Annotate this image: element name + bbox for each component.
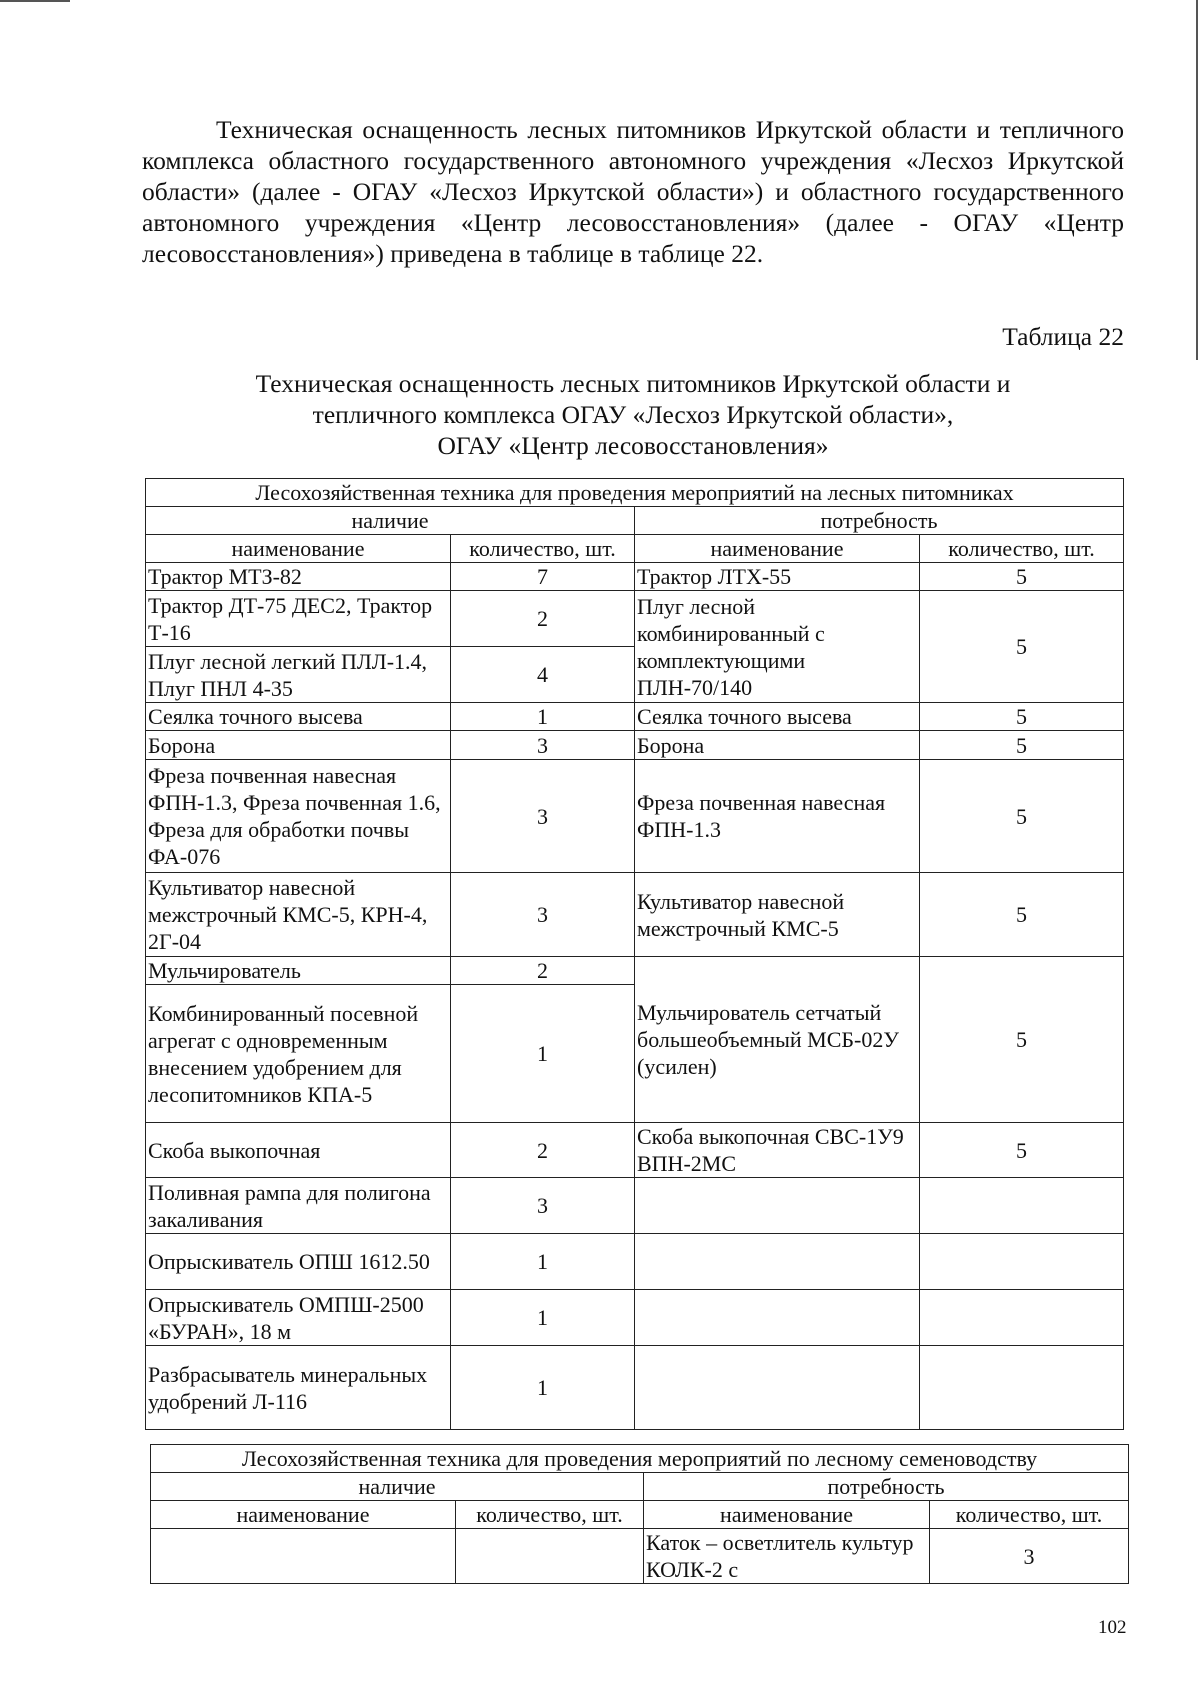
have-item-qty: 3	[451, 873, 635, 957]
table-row	[146, 957, 1124, 985]
have-item-name: Сеялка точного высева	[146, 703, 451, 731]
need-item-qty-empty	[920, 1346, 1124, 1430]
need-item-name-empty	[635, 1290, 920, 1346]
need-item-name-empty	[635, 1178, 920, 1234]
table-row	[146, 1234, 1124, 1290]
have-item-qty: 3	[451, 1178, 635, 1234]
have-item-qty: 1	[451, 1346, 635, 1430]
have-item-qty: 4	[451, 647, 635, 703]
need-item-name: Каток – осветлитель культур КОЛК-2 с	[644, 1529, 930, 1584]
have-item-name: Культиватор навесной межстрочный КМС-5, КРН-4, 2Г-04	[146, 873, 451, 957]
intro-paragraph: Техническая оснащенность лесных питомников Иркутской области и тепличного комплекса областного государственного автономного учреждения «Лесхоз Иркутской области» (далее - ОГАУ «Лесхоз Иркутской области») и областного государственного автономного учреждения «Центр лесовосстановления» (далее - ОГАУ «Центр лесовосстановления») приведена в таблице в таблице 22.	[142, 115, 1124, 268]
need-group-label: потребность	[635, 507, 1124, 535]
col-qty-have: количество, шт.	[451, 535, 635, 563]
table-row	[146, 563, 1124, 591]
have-item-qty: 2	[451, 957, 635, 985]
scan-edge-mark-top	[0, 0, 70, 2]
need-item-name: Культиватор навесной межстрочный КМС-5	[635, 873, 920, 957]
have-item-qty: 3	[451, 731, 635, 760]
need-item-qty-empty	[920, 1178, 1124, 1234]
section-title: Лесохозяйственная техника для проведения мероприятий по лесному семеноводству	[151, 1445, 1129, 1473]
have-item-qty: 2	[451, 591, 635, 647]
seed-production-equipment-table	[150, 1444, 1129, 1584]
need-item-name: Сеялка точного высева	[635, 703, 920, 731]
have-item-name: Поливная рампа для полигона закаливания	[146, 1178, 451, 1234]
page-number: 102	[1098, 1617, 1127, 1638]
have-item-name-empty	[151, 1529, 456, 1584]
need-item-qty: 5	[920, 957, 1124, 1123]
table-row	[146, 873, 1124, 957]
col-qty-need: количество, шт.	[920, 535, 1124, 563]
need-item-qty: 5	[920, 563, 1124, 591]
need-item-qty-empty	[920, 1290, 1124, 1346]
table-title-line-3: ОГАУ «Центр лесовосстановления»	[437, 431, 829, 460]
have-item-qty: 1	[451, 985, 635, 1123]
table-section-header-row	[151, 1445, 1129, 1473]
col-name-have: наименование	[146, 535, 451, 563]
col-qty-have: количество, шт.	[456, 1501, 644, 1529]
table-group-header-row	[151, 1473, 1129, 1501]
need-item-name: Фреза почвенная навесная ФПН-1.3	[635, 760, 920, 873]
table-row	[146, 1346, 1124, 1430]
have-item-name: Опрыскиватель ОПШ 1612.50	[146, 1234, 451, 1290]
have-item-qty: 1	[451, 703, 635, 731]
need-group-label: потребность	[644, 1473, 1129, 1501]
have-item-name: Борона	[146, 731, 451, 760]
need-item-qty: 5	[920, 591, 1124, 703]
col-qty-need: количество, шт.	[930, 1501, 1129, 1529]
need-item-name: Мульчирователь сетчатый большеобъемный МСБ-02У (усилен)	[635, 957, 920, 1123]
have-item-name: Фреза почвенная навесная ФПН-1.3, Фреза почвенная 1.6, Фреза для обработки почвы ФА-076	[146, 760, 451, 873]
table-column-header-row	[151, 1501, 1129, 1529]
table-title-line-1: Техническая оснащенность лесных питомников Иркутской области и	[255, 369, 1011, 398]
have-item-qty: 1	[451, 1290, 635, 1346]
scan-edge-mark-right	[1196, 0, 1198, 360]
have-item-qty-empty	[456, 1529, 644, 1584]
have-item-qty: 3	[451, 760, 635, 873]
table-row	[146, 1290, 1124, 1346]
have-item-name: Разбрасыватель минеральных удобрений Л-116	[146, 1346, 451, 1430]
have-group-label: наличие	[146, 507, 635, 535]
table-title	[142, 368, 1124, 461]
have-group-label: наличие	[151, 1473, 644, 1501]
table-row	[146, 591, 1124, 647]
have-item-qty: 1	[451, 1234, 635, 1290]
have-item-qty: 2	[451, 1123, 635, 1178]
need-item-name: Плуг лесной комбинированный с комплектующими ПЛН-70/140	[635, 591, 920, 703]
need-item-name-empty	[635, 1346, 920, 1430]
need-item-name-empty	[635, 1234, 920, 1290]
section-title: Лесохозяйственная техника для проведения мероприятий на лесных питомниках	[146, 479, 1124, 507]
table-row	[146, 760, 1124, 873]
need-item-qty: 5	[920, 703, 1124, 731]
have-item-name: Комбинированный посевной агрегат с одновременным внесением удобрением для лесопитомников КПА-5	[146, 985, 451, 1123]
have-item-name: Плуг лесной легкий ПЛЛ-1.4, Плуг ПНЛ 4-35	[146, 647, 451, 703]
nursery-equipment-table	[145, 478, 1124, 1430]
need-item-qty: 5	[920, 873, 1124, 957]
table-number: Таблица 22	[1002, 322, 1124, 351]
table-title-line-2: тепличного комплекса ОГАУ «Лесхоз Иркутской области»,	[312, 400, 954, 429]
table-row	[146, 703, 1124, 731]
table-group-header-row	[146, 507, 1124, 535]
have-item-name: Мульчирователь	[146, 957, 451, 985]
table-section-header-row	[146, 479, 1124, 507]
need-item-qty: 5	[920, 760, 1124, 873]
table-row	[151, 1529, 1129, 1584]
col-name-have: наименование	[151, 1501, 456, 1529]
col-name-need: наименование	[644, 1501, 930, 1529]
col-name-need: наименование	[635, 535, 920, 563]
have-item-name: Трактор МТЗ-82	[146, 563, 451, 591]
have-item-qty: 7	[451, 563, 635, 591]
table-row	[146, 1123, 1124, 1178]
need-item-qty-empty	[920, 1234, 1124, 1290]
need-item-name: Борона	[635, 731, 920, 760]
need-item-qty: 5	[920, 1123, 1124, 1178]
table-row	[146, 731, 1124, 760]
need-item-name: Скоба выкопочная СВС-1У9 ВПН-2МС	[635, 1123, 920, 1178]
have-item-name: Скоба выкопочная	[146, 1123, 451, 1178]
table-row	[146, 1178, 1124, 1234]
have-item-name: Трактор ДТ-75 ДЕС2, Трактор Т-16	[146, 591, 451, 647]
need-item-name: Трактор ЛТХ-55	[635, 563, 920, 591]
table-column-header-row	[146, 535, 1124, 563]
need-item-qty: 3	[930, 1529, 1129, 1584]
need-item-qty: 5	[920, 731, 1124, 760]
have-item-name: Опрыскиватель ОМПШ-2500 «БУРАН», 18 м	[146, 1290, 451, 1346]
